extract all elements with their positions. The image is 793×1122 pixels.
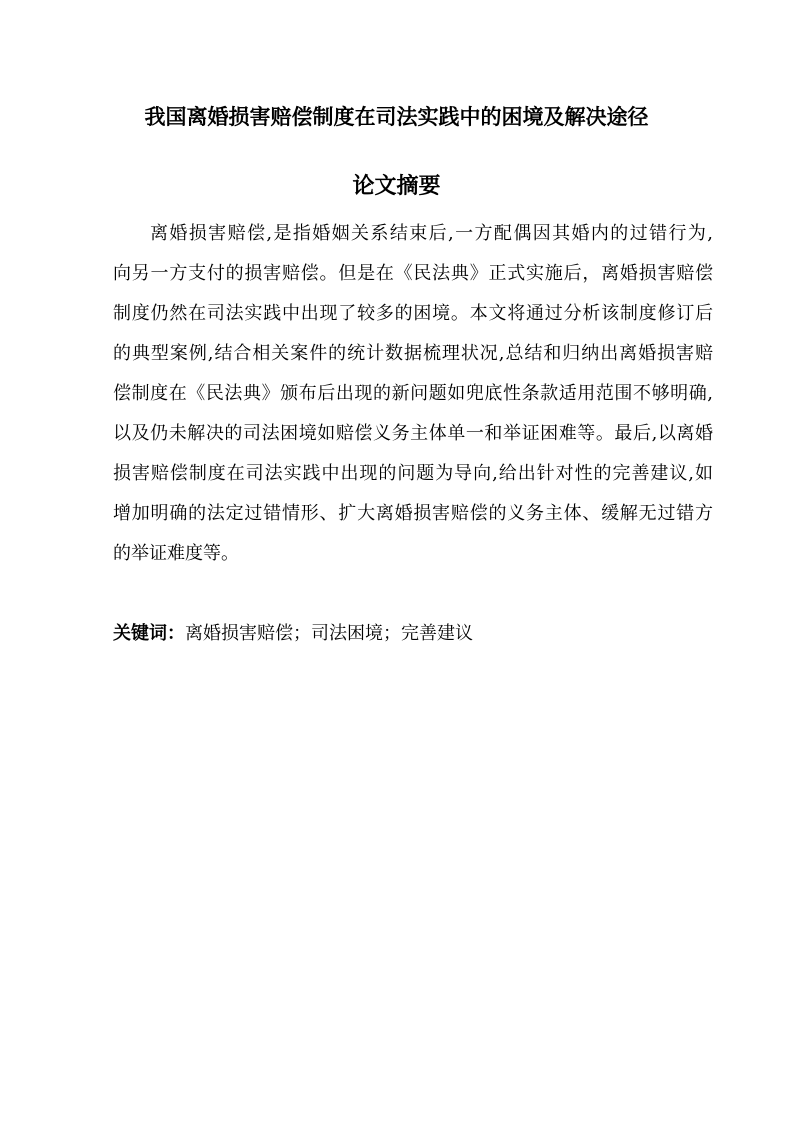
abstract-line: 损害赔偿制度在司法实践中出现的问题为导向,给出针对性的完善建议,如 bbox=[113, 463, 713, 484]
abstract-heading: 论文摘要 bbox=[352, 174, 441, 199]
abstract-line: 向另一方支付的损害赔偿。但是在《民法典》正式实施后，离婚损害赔偿 bbox=[113, 263, 713, 284]
keywords bbox=[113, 620, 473, 648]
keywords-label: 关键词： bbox=[113, 623, 185, 644]
document-title: 我国离婚损害赔偿制度在司法实践中的困境及解决途径 bbox=[144, 105, 649, 129]
abstract-line: 离婚损害赔偿,是指婚姻关系结束后,一方配偶因其婚内的过错行为, bbox=[150, 223, 713, 244]
keywords-list: 离婚损害赔偿；司法困境；完善建议 bbox=[185, 623, 473, 644]
abstract-line: 的典型案例,结合相关案件的统计数据梳理状况,总结和归纳出离婚损害赔 bbox=[113, 343, 713, 364]
abstract-line: 偿制度在《民法典》颁布后出现的新问题如兜底性条款适用范围不够明确, bbox=[113, 383, 713, 404]
abstract-line: 的举证难度等。 bbox=[113, 543, 239, 564]
abstract-line: 增加明确的法定过错情形、扩大离婚损害赔偿的义务主体、缓解无过错方 bbox=[113, 503, 713, 524]
abstract-line: 以及仍未解决的司法困境如赔偿义务主体单一和举证困难等。最后,以离婚 bbox=[113, 423, 713, 444]
abstract-line: 制度仍然在司法实践中出现了较多的困境。本文将通过分析该制度修订后 bbox=[113, 303, 713, 324]
abstract-body bbox=[113, 214, 713, 574]
